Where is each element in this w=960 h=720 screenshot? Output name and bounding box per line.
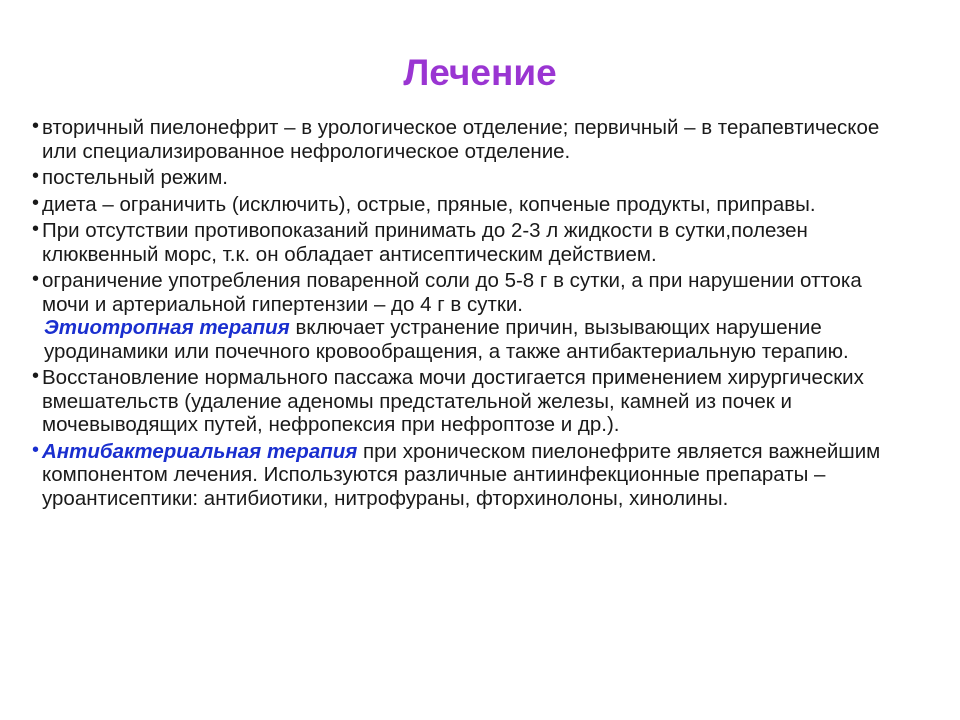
item-text: вторичный пиелонефрит – в урологическое отделение; первичный – в терапевтическое или специализированное нефрологическое отделение. <box>42 116 880 163</box>
etiotropic-therapy-text: включает устранение причин, вызывающих нарушение уродинамики или почечного кровообращения, а также антибактериальную терапию. <box>44 316 849 363</box>
list-item <box>32 116 912 163</box>
bullet-list <box>32 116 912 513</box>
bullet-icon: • <box>32 165 40 187</box>
bullet-icon: • <box>32 218 40 240</box>
etiotropic-paragraph <box>44 316 912 363</box>
slide-title: Лечение <box>403 52 557 93</box>
item-text: При отсутствии противопоказаний принимать до 2-3 л жидкости в сутки,полезен клюквенный морс, т.к. он обладает антисептическим действием. <box>42 219 808 266</box>
etiotropic-therapy-term: Этиотропная терапия <box>44 316 290 339</box>
list-item <box>32 166 912 190</box>
item-text: диета – ограничить (исключить), острые, пряные, копченые продукты, приправы. <box>42 192 816 216</box>
list-item <box>32 269 912 363</box>
item-text: при хроническом пиелонефрите является важнейшим компонентом лечения. Используются различные антиинфекционные препараты – уроантисептики: антибиотики, нитрофураны, фторхинолоны, хинолины. <box>42 439 881 510</box>
item-text: постельный режим. <box>42 166 229 189</box>
antibacterial-therapy-term: Антибактериальная терапия <box>42 439 358 463</box>
list-item <box>32 193 912 217</box>
list-item <box>32 219 912 266</box>
list-item <box>32 440 912 511</box>
bullet-icon: • <box>32 191 40 214</box>
bullet-icon: • <box>32 115 40 137</box>
item-text: ограничение употребления поваренной соли до 5-8 г в сутки, а при нарушении оттока мочи и артериальной гипертензии – до 4 г в сутки. <box>42 269 862 316</box>
bullet-icon: • <box>32 268 40 290</box>
list-item <box>32 366 912 437</box>
bullet-icon: • <box>32 438 40 461</box>
item-text: Восстановление нормального пассажа мочи достигается применением хирургических вмешательств (удаление аденомы предстательной железы, камней из почек и мочевыводящих путей, нефропексия при нефроптозе и др.). <box>42 366 864 436</box>
bullet-icon: • <box>32 365 40 387</box>
